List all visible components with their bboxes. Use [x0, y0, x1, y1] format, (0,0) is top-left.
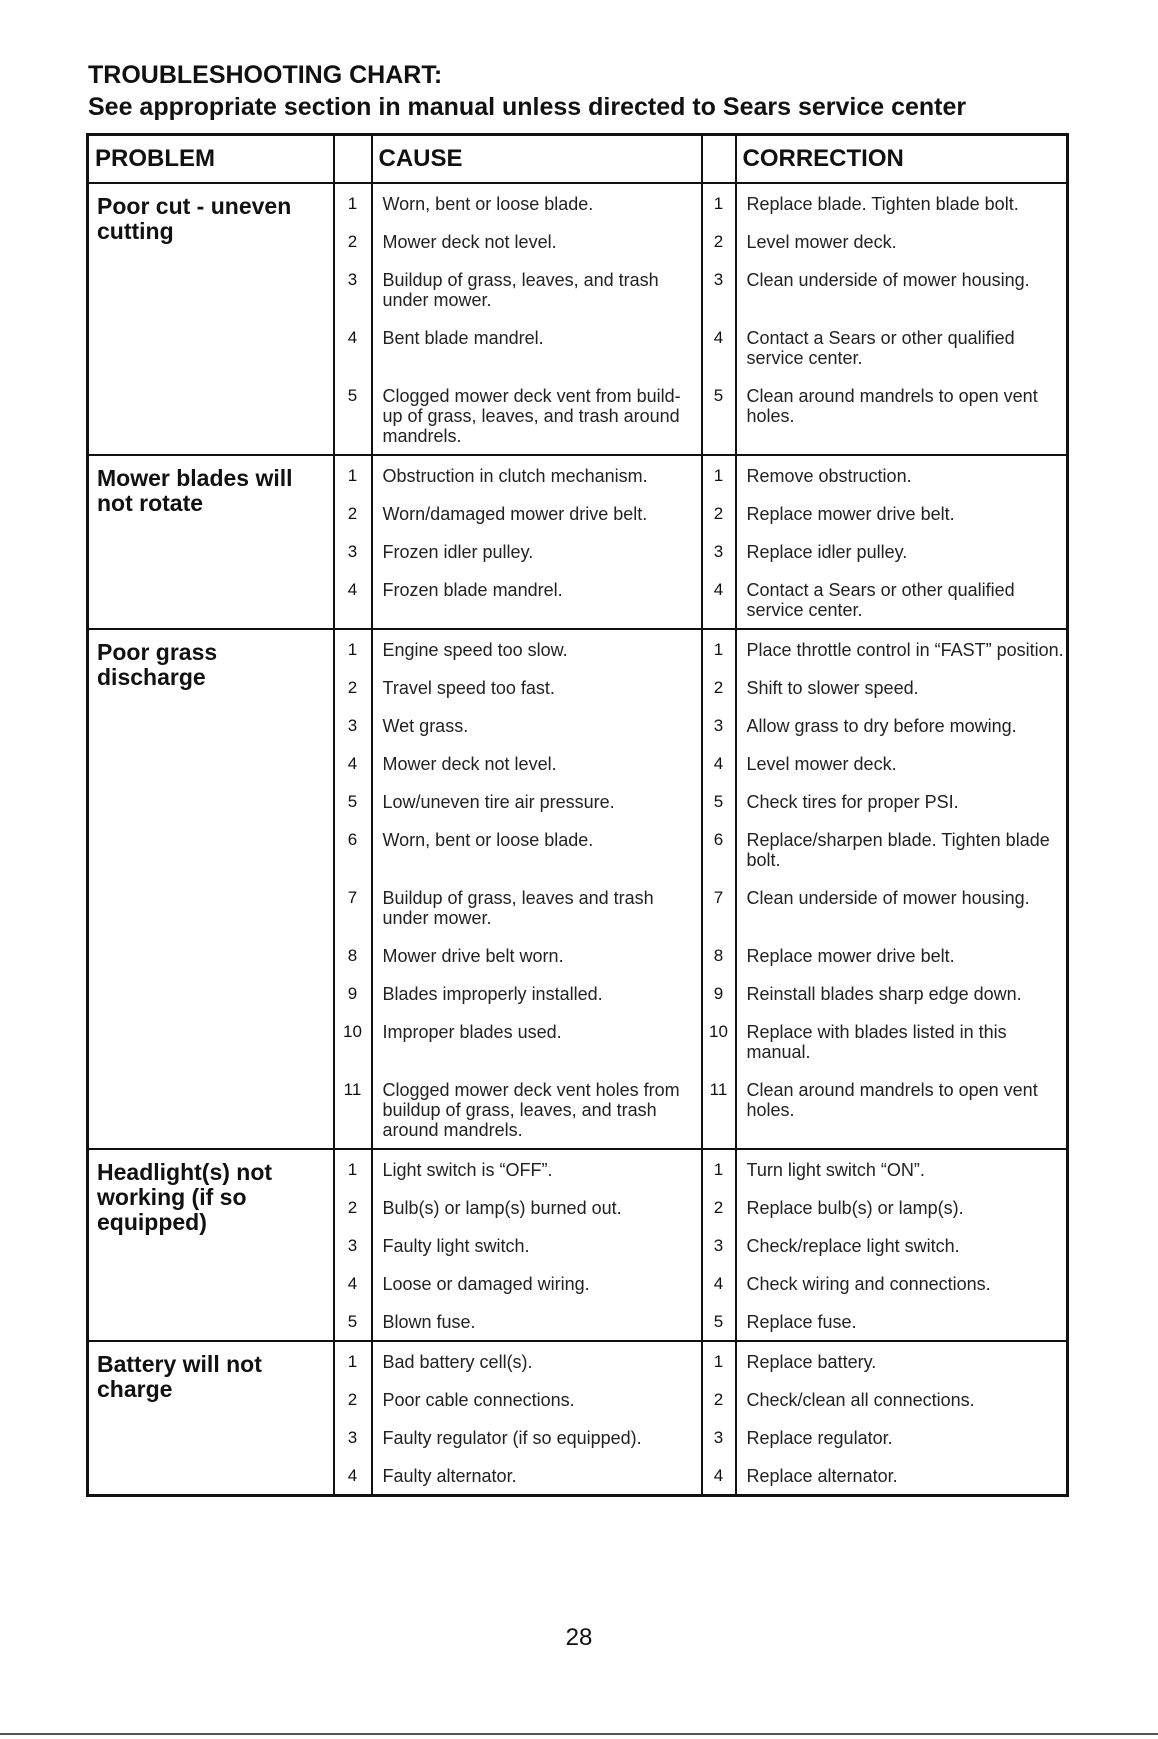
cause-number-header [334, 135, 372, 184]
correction-cell: Turn light switch “ON”. [736, 1149, 1068, 1188]
cause-number: 3 [334, 532, 372, 570]
problem-cell: Headlight(s) not working (if so equipped) [88, 1149, 334, 1341]
cause-number: 4 [334, 1456, 372, 1496]
problem-cell: Mower blades will not rotate [88, 455, 334, 629]
cause-cell: Frozen idler pulley. [372, 532, 702, 570]
correction-number: 3 [702, 260, 736, 318]
cause-cell: Loose or damaged wiring. [372, 1264, 702, 1302]
correction-cell: Check tires for proper PSI. [736, 782, 1068, 820]
correction-number: 2 [702, 1188, 736, 1226]
cause-cell: Faulty light switch. [372, 1226, 702, 1264]
problem-cell: Poor cut - uneven cutting [88, 183, 334, 455]
cause-cell: Faulty alternator. [372, 1456, 702, 1496]
cause-number: 11 [334, 1070, 372, 1149]
cause-cell: Improper blades used. [372, 1012, 702, 1070]
problem-header: PROBLEM [88, 135, 334, 184]
correction-cell: Place throttle control in “FAST” position. [736, 629, 1068, 668]
cause-cell: Travel speed too fast. [372, 668, 702, 706]
correction-number: 3 [702, 1418, 736, 1456]
cause-cell: Wet grass. [372, 706, 702, 744]
correction-number: 5 [702, 782, 736, 820]
table-body [88, 183, 1068, 1496]
correction-cell: Check/clean all connections. [736, 1380, 1068, 1418]
cause-cell: Bad battery cell(s). [372, 1341, 702, 1380]
correction-number: 1 [702, 1149, 736, 1188]
cause-number: 5 [334, 782, 372, 820]
correction-number: 1 [702, 183, 736, 222]
cause-header: CAUSE [372, 135, 702, 184]
cause-cell: Bulb(s) or lamp(s) burned out. [372, 1188, 702, 1226]
cause-cell: Mower deck not level. [372, 744, 702, 782]
cause-cell: Faulty regulator (if so equipped). [372, 1418, 702, 1456]
correction-cell: Reinstall blades sharp edge down. [736, 974, 1068, 1012]
bottom-rule [0, 1733, 1158, 1735]
correction-number: 4 [702, 1264, 736, 1302]
correction-cell: Replace mower drive belt. [736, 494, 1068, 532]
correction-cell: Replace regulator. [736, 1418, 1068, 1456]
correction-cell: Contact a Sears or other qualified service center. [736, 318, 1068, 376]
correction-number: 4 [702, 318, 736, 376]
problem-cell: Poor grass discharge [88, 629, 334, 1149]
correction-number: 2 [702, 494, 736, 532]
correction-number: 1 [702, 455, 736, 494]
cause-number: 8 [334, 936, 372, 974]
correction-cell: Replace battery. [736, 1341, 1068, 1380]
cause-cell: Clogged mower deck vent from build-up of grass, leaves, and trash around mandrels. [372, 376, 702, 455]
cause-cell: Poor cable connections. [372, 1380, 702, 1418]
correction-number: 4 [702, 1456, 736, 1496]
cause-cell: Low/uneven tire air pressure. [372, 782, 702, 820]
cause-number: 4 [334, 570, 372, 629]
cause-cell: Obstruction in clutch mechanism. [372, 455, 702, 494]
correction-number: 2 [702, 1380, 736, 1418]
correction-cell: Replace idler pulley. [736, 532, 1068, 570]
correction-cell: Replace with blades listed in this manual. [736, 1012, 1068, 1070]
correction-cell: Check/replace light switch. [736, 1226, 1068, 1264]
correction-cell: Replace/sharpen blade. Tighten blade bolt. [736, 820, 1068, 878]
page-title: TROUBLESHOOTING CHART: [88, 61, 443, 89]
correction-number: 8 [702, 936, 736, 974]
cause-number: 2 [334, 1188, 372, 1226]
correction-number: 5 [702, 1302, 736, 1341]
cause-cell: Worn/damaged mower drive belt. [372, 494, 702, 532]
correction-number: 1 [702, 629, 736, 668]
correction-cell: Level mower deck. [736, 222, 1068, 260]
cause-number: 10 [334, 1012, 372, 1070]
cause-number: 1 [334, 183, 372, 222]
cause-number: 5 [334, 376, 372, 455]
cause-cell: Mower drive belt worn. [372, 936, 702, 974]
correction-number: 4 [702, 570, 736, 629]
table-row [88, 455, 1068, 494]
cause-cell: Bent blade mandrel. [372, 318, 702, 376]
troubleshooting-table [86, 133, 1069, 1497]
cause-number: 2 [334, 494, 372, 532]
cause-number: 6 [334, 820, 372, 878]
cause-number: 4 [334, 744, 372, 782]
problem-cell: Battery will not charge [88, 1341, 334, 1496]
correction-number: 7 [702, 878, 736, 936]
correction-number: 2 [702, 668, 736, 706]
correction-cell: Remove obstruction. [736, 455, 1068, 494]
correction-cell: Clean underside of mower housing. [736, 878, 1068, 936]
correction-number-header [702, 135, 736, 184]
cause-cell: Buildup of grass, leaves and trash under mower. [372, 878, 702, 936]
cause-number: 2 [334, 668, 372, 706]
table-row [88, 183, 1068, 222]
cause-cell: Light switch is “OFF”. [372, 1149, 702, 1188]
cause-cell: Buildup of grass, leaves, and trash under mower. [372, 260, 702, 318]
cause-cell: Worn, bent or loose blade. [372, 183, 702, 222]
correction-cell: Replace bulb(s) or lamp(s). [736, 1188, 1068, 1226]
correction-number: 3 [702, 706, 736, 744]
cause-number: 2 [334, 222, 372, 260]
cause-number: 4 [334, 318, 372, 376]
cause-cell: Mower deck not level. [372, 222, 702, 260]
table-row [88, 1341, 1068, 1380]
correction-number: 2 [702, 222, 736, 260]
table-row [88, 629, 1068, 668]
table-row [88, 1149, 1068, 1188]
correction-cell: Allow grass to dry before mowing. [736, 706, 1068, 744]
cause-number: 1 [334, 1149, 372, 1188]
cause-cell: Worn, bent or loose blade. [372, 820, 702, 878]
correction-number: 9 [702, 974, 736, 1012]
correction-number: 3 [702, 1226, 736, 1264]
correction-number: 5 [702, 376, 736, 455]
cause-number: 3 [334, 260, 372, 318]
table-header-row [88, 135, 1068, 184]
correction-number: 1 [702, 1341, 736, 1380]
correction-number: 11 [702, 1070, 736, 1149]
correction-number: 10 [702, 1012, 736, 1070]
correction-number: 3 [702, 532, 736, 570]
cause-number: 7 [334, 878, 372, 936]
correction-header: CORRECTION [736, 135, 1068, 184]
cause-number: 4 [334, 1264, 372, 1302]
page-subtitle: See appropriate section in manual unless directed to Sears service center [88, 93, 967, 121]
page-number: 28 [565, 1624, 593, 1651]
cause-number: 3 [334, 706, 372, 744]
correction-cell: Clean underside of mower housing. [736, 260, 1068, 318]
correction-cell: Replace mower drive belt. [736, 936, 1068, 974]
cause-number: 1 [334, 629, 372, 668]
cause-number: 3 [334, 1418, 372, 1456]
cause-number: 1 [334, 1341, 372, 1380]
cause-number: 1 [334, 455, 372, 494]
cause-cell: Blades improperly installed. [372, 974, 702, 1012]
cause-cell: Blown fuse. [372, 1302, 702, 1341]
correction-cell: Contact a Sears or other qualified service center. [736, 570, 1068, 629]
correction-cell: Replace blade. Tighten blade bolt. [736, 183, 1068, 222]
correction-cell: Level mower deck. [736, 744, 1068, 782]
correction-cell: Shift to slower speed. [736, 668, 1068, 706]
cause-number: 2 [334, 1380, 372, 1418]
correction-number: 4 [702, 744, 736, 782]
correction-cell: Replace fuse. [736, 1302, 1068, 1341]
correction-cell: Clean around mandrels to open vent holes. [736, 1070, 1068, 1149]
correction-number: 6 [702, 820, 736, 878]
cause-cell: Frozen blade mandrel. [372, 570, 702, 629]
cause-cell: Clogged mower deck vent holes from buildup of grass, leaves, and trash around mandrels. [372, 1070, 702, 1149]
cause-number: 3 [334, 1226, 372, 1264]
correction-cell: Clean around mandrels to open vent holes. [736, 376, 1068, 455]
cause-cell: Engine speed too slow. [372, 629, 702, 668]
cause-number: 9 [334, 974, 372, 1012]
correction-cell: Replace alternator. [736, 1456, 1068, 1496]
correction-cell: Check wiring and connections. [736, 1264, 1068, 1302]
cause-number: 5 [334, 1302, 372, 1341]
